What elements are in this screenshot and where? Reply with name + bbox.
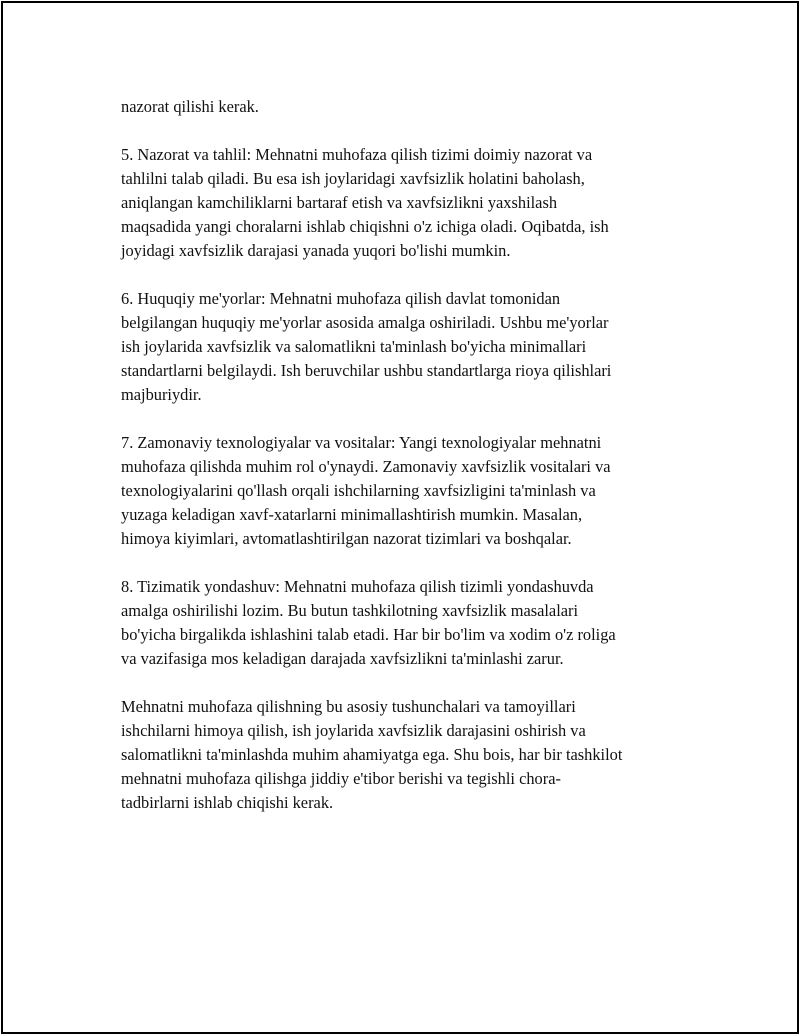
text-line: mehnatni muhofaza qilishga jiddiy e'tibor berishi va tegishli chora- bbox=[121, 769, 561, 788]
text-line: 8. Tizimatik yondashuv: Mehnatni muhofaza qilish tizimli yondashuvda bbox=[121, 577, 594, 596]
text-line: bo'yicha birgalikda ishlashini talab etadi. Har bir bo'lim va xodim o'z roliga bbox=[121, 625, 616, 644]
text-line: yuzaga keladigan xavf-xatarlarni minimallashtirish mumkin. Masalan, bbox=[121, 505, 583, 524]
text-line: tadbirlarni ishlab chiqishi kerak. bbox=[121, 793, 334, 812]
text-line: aniqlangan kamchiliklarni bartaraf etish va xavfsizlikni yaxshilash bbox=[121, 193, 558, 212]
text-line: Mehnatni muhofaza qilishning bu asosiy tushunchalari va tamoyillari bbox=[121, 697, 576, 716]
paragraph-continuation bbox=[121, 95, 701, 119]
text-line: belgilangan huquqiy me'yorlar asosida amalga oshiriladi. Ushbu me'yorlar bbox=[121, 313, 609, 332]
text-line: salomatlikni ta'minlashda muhim ahamiyatga ega. Shu bois, har bir tashkilot bbox=[121, 745, 623, 764]
document-body bbox=[121, 95, 701, 839]
text-line: amalga oshirilishi lozim. Bu butun tashkilotning xavfsizlik masalalari bbox=[121, 601, 579, 620]
text-line: ish joylarida xavfsizlik va salomatlikni ta'minlash bo'yicha minimallari bbox=[121, 337, 587, 356]
text-line: 6. Huquqiy me'yorlar: Mehnatni muhofaza qilish davlat tomonidan bbox=[121, 289, 561, 308]
text-line: standartlarni belgilaydi. Ish beruvchilar ushbu standartlarga rioya qilishlari bbox=[121, 361, 612, 380]
text-line: himoya kiyimlari, avtomatlashtirilgan nazorat tizimlari va boshqalar. bbox=[121, 529, 572, 548]
text-line: ishchilarni himoya qilish, ish joylarida xavfsizlik darajasini oshirish va bbox=[121, 721, 586, 740]
paragraph-conclusion bbox=[121, 695, 701, 815]
paragraph-tizimatik-yondashuv bbox=[121, 575, 701, 671]
text-line: nazorat qilishi kerak. bbox=[121, 97, 259, 116]
document-page bbox=[1, 1, 799, 1034]
text-line: tahlilni talab qiladi. Bu esa ish joylaridagi xavfsizlik holatini baholash, bbox=[121, 169, 585, 188]
text-line: va vazifasiga mos keladigan darajada xavfsizlikni ta'minlashi zarur. bbox=[121, 649, 564, 668]
text-line: texnologiyalarini qo'llash orqali ishchilarning xavfsizligini ta'minlash va bbox=[121, 481, 596, 500]
paragraph-huquqiy-meyorlar bbox=[121, 287, 701, 407]
paragraph-nazorat-va-tahlil bbox=[121, 143, 701, 263]
text-line: 5. Nazorat va tahlil: Mehnatni muhofaza qilish tizimi doimiy nazorat va bbox=[121, 145, 593, 164]
text-line: maqsadida yangi choralarni ishlab chiqishni o'z ichiga oladi. Oqibatda, ish bbox=[121, 217, 609, 236]
text-line: majburiydir. bbox=[121, 385, 202, 404]
text-line: joyidagi xavfsizlik darajasi yanada yuqori bo'lishi mumkin. bbox=[121, 241, 511, 260]
text-line: muhofaza qilishda muhim rol o'ynaydi. Zamonaviy xavfsizlik vositalari va bbox=[121, 457, 611, 476]
text-line: 7. Zamonaviy texnologiyalar va vositalar: Yangi texnologiyalar mehnatni bbox=[121, 433, 602, 452]
paragraph-zamonaviy-texnologiyalar bbox=[121, 431, 701, 551]
